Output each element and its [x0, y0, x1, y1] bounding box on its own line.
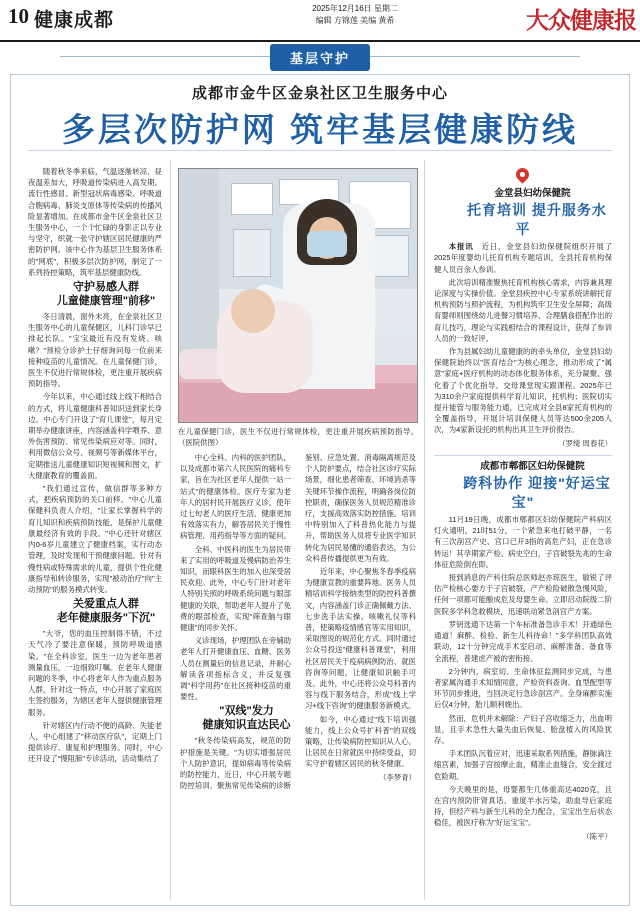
paragraph: 随着秋冬季来临，气温逐渐转凉、昼夜温差加大，呼吸道传染病进入高发期。流行性感冒、新型冠状病毒感染、呼吸道合胞病毒、肺炎支原体等传染病的传播风险显著增加。在成都市金牛区金泉社区卫生服务中心，一个个忙碌的身影正以专业与坚守，织就一张守护辖区居民健康的严密防护网。该中心作为基层卫生服务体系的"网底"，积极多层次防护网，制定了一系列持控策略，筑牢基层健康防线。 [28, 167, 162, 277]
section-name: 健康成都 [34, 10, 115, 31]
subheading-2-line1: 关爱重点人群 [73, 598, 139, 611]
location-pin-icon [516, 168, 530, 186]
photo-poster-4 [233, 229, 271, 277]
module1-org: 金堂县妇幼保健院 [494, 188, 571, 199]
paragraph: 如今，中心通过"线下培训强能力，线上公众号扩科普"的双线策略，让传染病防控知识从人心，让居民在日常就医中持续受益，切实守护着辖区居民的秋冬健康。 [305, 714, 416, 769]
paragraph: 罗钥选通下达第一个车标准备急诊手术！开通绿色通道！麻醉、检验、新生儿科待命！"多学科团队高效联动，12十分钟完成手术室启动、麻醉准备、备血等全流程，普建虑产被的密衔接。 [434, 619, 612, 663]
lead-tag: 本报讯 [448, 242, 474, 252]
photo-poster-1 [231, 183, 273, 215]
column-rule-1 [170, 160, 171, 900]
paragraph: 接到消息的产科住院总医师赵亦琼医生，敏锐了评估产检核心要方于子宫破裂，产产检险破散急慢风险，任何一项都可能酿成危及母婴生命。立即启动院级二阶医院多学科急救模块，迅速联动紧急剖宫产方案。 [434, 573, 612, 616]
subheading-1-line2: 儿童健康管理"前移" [56, 295, 156, 308]
article-photo [178, 168, 418, 423]
masthead-meta [255, 3, 455, 27]
text-column-1 [28, 166, 162, 767]
title-divider [28, 150, 612, 151]
paragraph: 中心全科、内科的医护团队，以及成都市第六人民医院的痛科专家，旨在为社区老年人提供一站一站式"的健康体检。医疗专家为老年人的居村民开展医疗义诊，使年过七旬老人的医疗生活、健康更加有效落实有力，解答居民关于慢性病管理、用药指导等方面的疑问。 [180, 453, 291, 541]
subheading-3-line1: "双线"发力 [219, 705, 274, 718]
paragraph: "大爷，您的血压控制得不错，不过天气冷了要注意保暖，预防呼吸道感染。"在全科诊室，医生一边为老年患者测量血压，一边细致叮嘱。在老年人健康问题的冬季，中心将老年人作为重点服务人群，针对这一特点，中心开展了家庭医生签约服务，为辖区老年人提供健康管理服务。 [28, 629, 162, 717]
editor-credits: 编辑 方锦莲 美编 黄希 [315, 16, 395, 25]
page-number: 10 [8, 4, 29, 28]
paragraph: 全科、中医科的医生为居民带来了实用的呼吸道及慢病防治养生知识，而眼科医生的加入也深受居民欢迎。此外，中心专门针对老年人特别关照的呼吸系统问题与眼部健康的关联，帮助老年人提升了免费的眼部检查，实现"筛查脑与眼健康"的同步关怀。 [180, 544, 291, 633]
article-subtitle: 成都市金牛区金泉社区卫生服务中心 [191, 85, 448, 102]
publish-date: 2025年12月16日 星期二 [312, 4, 398, 13]
paragraph: 手术团队沉着应对，迅速采取系列措施，静脉滴注缩宫素，加强子宫按摩止血，精准止血缝合，安全渡过危险期。 [434, 749, 612, 781]
module2-title: 跨科协作 迎接"好运宝宝" [463, 475, 611, 511]
article-title: 多层次防护网 筑牢基层健康防线 [61, 111, 579, 148]
paragraph-text: 近日，金堂县妇幼保健院组织开展了2025年度婴幼儿托育机构专题培训，全县托育机构保健人员百余人参训。 [434, 242, 612, 274]
paper-logo: 大众健康报 [526, 7, 636, 33]
module-divider [434, 455, 612, 456]
text-column-2 [180, 452, 416, 791]
paragraph: 针对辖区内行动不便的高龄、失能老人，中心组建了"移动医疗队"，定期上门提供诊疗、康复和护理服务。同时，中心还开设了"慢阻肺"专诊活动，活动集结了 [28, 720, 162, 764]
photo-baby-head [231, 289, 275, 333]
paragraph: 然而，危机并未解除：产妇子宫收缩乏力，出血明显，且手术急性大量失血后恢复、胎盘植入的风险犹存。 [434, 713, 612, 745]
byline: （罗绮 周春花） [558, 438, 612, 448]
masthead [0, 0, 640, 42]
paragraph [434, 241, 612, 275]
column-rule-2 [424, 160, 425, 900]
byline: （陈平） [582, 831, 612, 841]
subheading-1-line1: 守护易感人群 [73, 281, 139, 294]
byline: （李梦青） [379, 772, 416, 782]
photo-caption: 在儿童保健门诊，医生不仅进行常规体检，更注重开展疾病预防指导。（医院供图） [178, 427, 418, 447]
paragraph: 此次培训精准聚焦托育机构核心需求，内容兼具理论深度与实操价值。金堂县疾控中心专家系统讲解托育机构预防与照护流程，为机构筑牢卫生安全屏障；高级育婴师则围绕幼儿进餐习惯培养、合理膳食搭配作出的育儿技巧，理论与实践相结合的课程设计，获得了参训人员的一致好评。 [434, 277, 612, 343]
text-column-3 [434, 168, 612, 844]
paragraph: 今天晚里的是，母婴都生几体重高达4020克，且在宫内预防肝肾真话、重度羊水污染，助血导后家庭持，但经产科与新生儿科的全力配合，宝宝出生后状态稳佳，被医疗称为"好运宝宝"。 [434, 784, 612, 828]
paragraph: 今年以来，中心通过线上线下相结合的方式，将儿童健康科普知识送到家长身边。中心专门开设了"育儿课堂"，每月定期举办健康讲座，内容涵盖科学喂养、意外伤害预防、常见传染病应对等。同时，利用微信公众号、视频号等新媒体平台，定期推送儿童健康知识短视频和图文，扩大健康教育的覆盖面。 [28, 392, 162, 480]
paragraph: "秋冬传染病高发，规范的防护措施是关键。"为切实增强居民个人防护意识，提如病毒等传染病的防控能力，近日，中心开展专题防控培训、聚焦常见传染病的诊断鉴别、应急处置、消毒隔离规范及个人防护要点，结合社区诊疗实际场景，细化患者筛查、环境消杀等关键环节操作流程，明确各岗位防控职责，确保医务人员规范精准诊疗，支援高效落实防控措施。培训中特别加入了科普热化能力与提升，帮助医务人员将专业医学知识转化为居民易懂的通俗表达，为公众科普传播提供更为有效。 [180, 453, 416, 791]
paragraph: 义诊现场，护理团队在旁辅助老年人打开健康血压、血糖、医务人员在测量后的信息记录，并耐心解读各项指标含义，并反复强调"科学用药"在社区接种疫苗的重要性。 [180, 636, 291, 702]
module1-title: 托育培训 提升服务水平 [467, 202, 607, 238]
subheading-3-line2: 健康知识直达民心 [202, 719, 291, 732]
photo-doctor-mask [307, 231, 347, 257]
section-banner-label: 基层守护 [270, 44, 370, 71]
paragraph: "我们通过宣传，做信群等多种方式，把疾病预防的关口前移。"中心儿童保健科负责人介绍，"让家长掌握科学的育儿知识和疾病预防技能，是保护儿童健康最经济有效的手段。"中心还针对辖区内0-6岁儿童建立了健康档案，实行动态管理，及时发现和干预健康问题。针对有慢性病或特殊需求的儿童，提供个性化健康指导和转诊服务，实现"被动治疗"向"主动预防"的服务模式转变。 [28, 484, 162, 594]
paragraph: 作为县属妇幼儿童健康的的牵头单位，金堂县妇幼保健院始终以"医育结合"为核心理念，推动形成了"属意"家庭+医疗机构的动态体化服务体系，充分凝聚、强化着了个优化指导、交母课堂现实跟课程。2025年已为310余户家庭提供科学育儿知识，托机构；医院切实提升能管与服务能力通，已完成对全县8家托育机构的全覆盖指导，开展计培训保健人员等达500余205人次，为4家新设托的机构出具卫生评价报告。 [434, 347, 612, 435]
subheading-2-line2: 老年健康服务"下沉" [56, 612, 156, 625]
paragraph: 2分钟内，病室切、生命体征监测同步完成，与患者家属沟通手术知情同意，产检资料查询、血型配型等环节同步推进，当回决定行急诊剖宫产。全身麻醉实施后仅4分钟，胎儿顺利娩出。 [434, 666, 612, 710]
paragraph: 11月19日晚，成都市郫都区妇幼保健院产科病区灯火通明，21时51分，一个紧急来电打破平静，一名有三次剖宫产史、宫口已开3指的高危产妇，正在急诊转运！其孕期家产检、病史空白，子宫破裂先兆的生命体征危险倒在即。 [434, 515, 612, 569]
paragraph: 近年来，中心聚焦冬春季疫病为健康宣教的重要阵地。医务人员精培训科学接纳类型的防控科普撰文，内容涵盖门诊正确佩戴方法、七步洗手法实操、咳嗽礼仪等科普，使策略疫情感官等实用知识，采取图说的规范化方式。同时通过公众号投送"健康科普课堂"，利用社区居民关于疫病病例防治、就医咨询等问题，让健康知识触手可及。此外，中心还将公众号科普内容与线下服务结合，形成"线上学习+线下咨询"的健康服务新模式。 [305, 567, 416, 711]
module2-org: 成都市郫都区妇幼保健院 [480, 460, 585, 472]
paragraph: 冬日清晨，窗外未亮，在金泉社区卫生服务中心的儿童保健区，儿科门诊早已排起长队。"宝宝最近有没有发烧、咳嗽？"预检分诊护士仔细询问每一位前来接种疫苗的儿童情况。在儿童保健门诊，医生不仅进行常规体检，更注重开展疾病预防指导。 [28, 312, 162, 389]
section-banner-wrap [0, 44, 640, 70]
